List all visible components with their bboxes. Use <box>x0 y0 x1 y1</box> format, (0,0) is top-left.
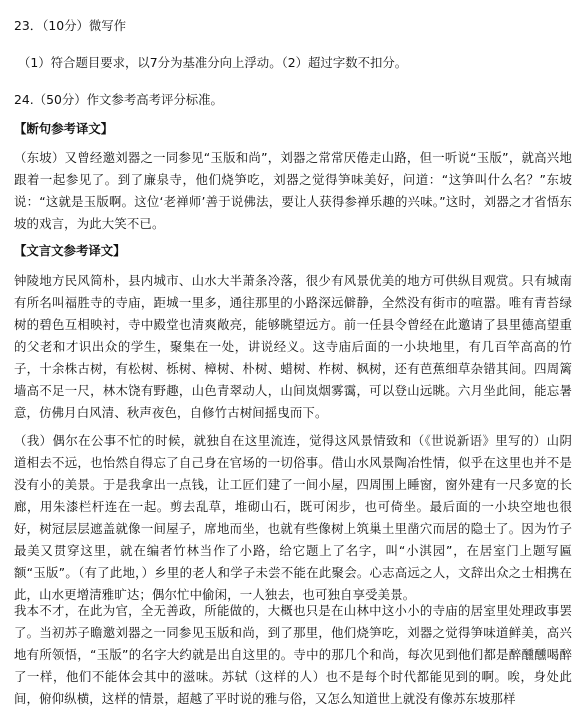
classical-paragraph-1: 钟陵地方民风简朴，县内城市、山水大半萧条冷落，很少有风景优美的地方可供纵目观赏。只有城南有所名叫福胜寺的寺庙，距城一里多，通往那里的小路深远僻静，全然没有街市的喧嚣。唯有青苔绿树的碧色互相映衬，寺中殿堂也清爽敞亮，能够眺望远方。前一任县令曾经在此邀请了县里德高望重的父老和才识出众的学生，聚集在一处，讲说经义。这寺庙后面的一小块地里，有几百竿高高的竹子，十余株古树，有松树、栎树、樟树、朴树、蜡树、柞树、枫树，还有芭蕉细草杂错其间。四周篱墙高不足一尺，林木饶有野趣，山色青翠动人，山间岚烟雾霭，可以登山远眺。六月坐此间，能忘暑意，仿佛月白风清、秋声夜色，自修竹古树间摇曳而下。 <box>14 273 572 420</box>
q23-rule: （1）符合题目要求，以7分为基准分向上浮动。（2）超过字数不扣分。 <box>18 55 408 70</box>
classical-heading: 【文言文参考译文】 <box>14 243 126 258</box>
punctuation-heading: 【断句参考译文】 <box>14 121 114 136</box>
q23-title: 23．（10分）微写作 <box>14 18 127 33</box>
punctuation-paragraph: （东坡）又曾经邀刘器之一同参见“玉版和尚”，刘器之常常厌倦走山路，但一听说“玉版”，就高兴地跟着一起参见了。到了廉泉寺，他们烧笋吃，刘器之觉得笋味美好，问道：“这笋叫什么名？”东坡说：“这就是玉版啊。这位‘老禅师’善于说佛法，要让人获得参禅乐趣的兴味。”这时，刘器之才省悟东坡的戏言，为此大笑不已。 <box>14 150 572 231</box>
q24-title: 24.（50分）作文参考高考评分标准。 <box>14 92 223 107</box>
classical-paragraph-2: （我）偶尔在公事不忙的时候，就独自在这里流连，觉得这风景情致和（《世说新语》里写的）山阴道相去不远，也怡然自得忘了自己身在官场的一切俗事。借山水风景陶冶性情，似乎在这里也并不是没有小的美景。于是我拿出一点钱，让工匠们建了一间小屋，四周围上睡窗，窗外建有一尺多宽的长廊，用朱漆栏杆连在一起。剪去乱草，堆砌山石，既可闲步，也可倚坐。最后面的一小块空地也很好，树冠层层遮盖就像一间屋子，席地而坐，也就有些像树上筑巢土里凿穴而居的隐士了。因为竹子最美又贯穿这里，就在编者竹林当作了小路，给它题上了名字，叫“小淇园”，在居室门上题写匾额“玉版”。（有了此地，）乡里的老人和学子未尝不能在此聚会。心志高远之人，文辞出众之士相携在此，山水更增清雅旷达；偶尔忙中偷闲，一人独去，也可独自享受美景。 <box>14 433 572 602</box>
classical-paragraph-3: 我本不才，在此为官，全无善政，所能做的，大概也只是在山林中这小小的寺庙的居室里处理政事罢了。当初苏子瞻邀刘器之一同参见玉版和尚，到了那里，他们烧笋吃，刘器之觉得笋味道鲜美，高兴地有所领悟，“玉版”的名字大约就是出自这里的。寺中的那几个和尚，每次见到他们都是醉醺醺喝醉了一样，他们不能体会其中的滋味。苏轼（这样的人）也不是每个时代都能见到的啊。唉，身处此间，俯仰纵横，这样的情景，超越了平时说的雅与俗，又怎么知道世上就没有像苏东坡那样 <box>14 603 572 706</box>
